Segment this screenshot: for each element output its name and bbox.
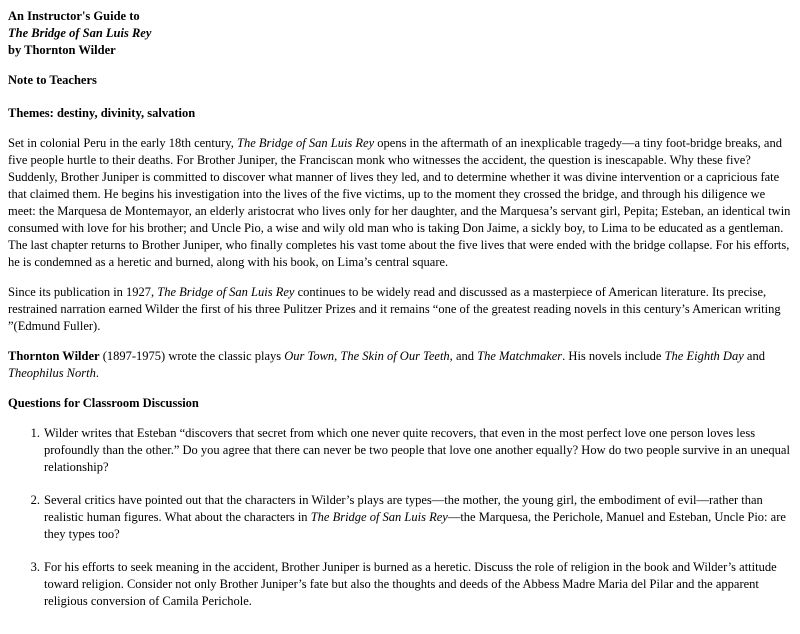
- bio-novel-title-2: Theophilus North: [8, 366, 96, 380]
- synopsis-book-title: The Bridge of San Luis Rey: [237, 136, 375, 150]
- bio-seg1: (1897-1975) wrote the classic plays: [99, 349, 285, 363]
- publication-text-pre: Since its publication in 1927,: [8, 285, 158, 299]
- q1-text-pre: Wilder writes that Esteban “discovers that secret from which one never quite recovers, that even in the most perfect love one person loves less profoundly than the other.” Do you agree that there can never be two people that love one another equally? How do two people survive in an unequal relationship?: [44, 426, 790, 474]
- author-bio-paragraph: [8, 348, 792, 382]
- document-header: [8, 8, 792, 59]
- question-text-1: [44, 425, 792, 476]
- question-item-1: [8, 425, 792, 476]
- question-item-2: [8, 492, 792, 543]
- discussion-questions-list: [8, 425, 792, 610]
- book-title: The Bridge of San Luis Rey: [8, 26, 152, 40]
- q2-book-title: The Bridge of San Luis Rey: [310, 510, 448, 524]
- question-number-3: 3.: [30, 560, 40, 574]
- synopsis-text-post: opens in the aftermath of an inexplicable tragedy—a tiny foot-bridge breaks, and five people hurtle to their deaths. For Brother Juniper, the Franciscan monk who witnesses the accident, the question is inescapable. Why these five? Suddenly, Brother Juniper is committed to discover what manner of lives they led, and to determine whether it was divine intervention or a capricious fate that claimed them. He begins his investigation into the lives of the five victims, up to the moment they crossed the bridge, and through his diligence we meet: the Marquesa de Montemayor, an elderly aristocrat who lives only for her daughter, and the Marquesa’s servant girl, Pepita; Esteban, an identical twin consumed with love for his brother; and Uncle Pio, a wise and wily old man who is taking Don Jaime, a sickly boy, to Lima to be educated as a gentleman. The last chapter returns to Brother Juniper, who finally completes his vast tome about the five lives that were ended with the bridge collapse. For his efforts, he is condemned as a heretic and burned, along with his book, on Lima’s central square.: [8, 136, 791, 269]
- bio-seg5: .: [95, 366, 99, 380]
- bio-seg3: . His novels include: [562, 349, 665, 363]
- author-name: Thornton Wilder: [8, 349, 100, 363]
- synopsis-paragraph: [8, 135, 792, 271]
- bio-seg4: and: [743, 349, 765, 363]
- guide-line: An Instructor's Guide to: [8, 9, 140, 23]
- bio-novel-title-1: The Eighth Day: [664, 349, 744, 363]
- synopsis-text-pre: Set in colonial Peru in the early 18th century,: [8, 136, 237, 150]
- publication-book-title: The Bridge of San Luis Rey: [157, 285, 295, 299]
- question-number-2: 2.: [30, 493, 40, 507]
- q2-text-pre: Several critics have pointed out that the characters in Wilder’s plays are types—the mother, the young girl, the embodiment of evil—rather than realistic human figures. What about the characters in: [44, 493, 763, 524]
- bio-play-titles: Our Town, The Skin of Our Teeth,: [284, 349, 453, 363]
- questions-heading: Questions for Classroom Discussion: [8, 396, 199, 410]
- bio-seg2: and: [452, 349, 478, 363]
- note-to-teachers-heading: Note to Teachers: [8, 73, 97, 87]
- question-number-1: 1.: [30, 426, 40, 440]
- themes-heading: Themes: destiny, divinity, salvation: [8, 106, 196, 120]
- question-item-3: [8, 559, 792, 610]
- bio-play-title-2: The Matchmaker: [477, 349, 563, 363]
- question-text-3: [44, 559, 792, 610]
- q2-text-post: —the Marquesa, the Perichole, Manuel and Esteban, Uncle Pio: are they types too?: [44, 510, 786, 541]
- publication-text-post: continues to be widely read and discussed as a masterpiece of American literature. Its precise, restrained narration earned Wilder the first of his three Pulitzer Prizes and it remains “one of the greatest reading novels in this century’s American writing ”(Edmund Fuller).: [8, 285, 781, 333]
- q3-text-pre: For his efforts to seek meaning in the accident, Brother Juniper is burned as a heretic. Discuss the role of religion in the book and Wilder’s attitude toward religion. Consider not only Brother Juniper’s fate but also the thoughts and deeds of the Abbess Madre Maria del Pilar and the apparent religious conversion of Camila Perichole.: [44, 560, 777, 608]
- author-line: by Thornton Wilder: [8, 43, 116, 57]
- publication-paragraph: [8, 284, 792, 335]
- question-text-2: [44, 492, 792, 543]
